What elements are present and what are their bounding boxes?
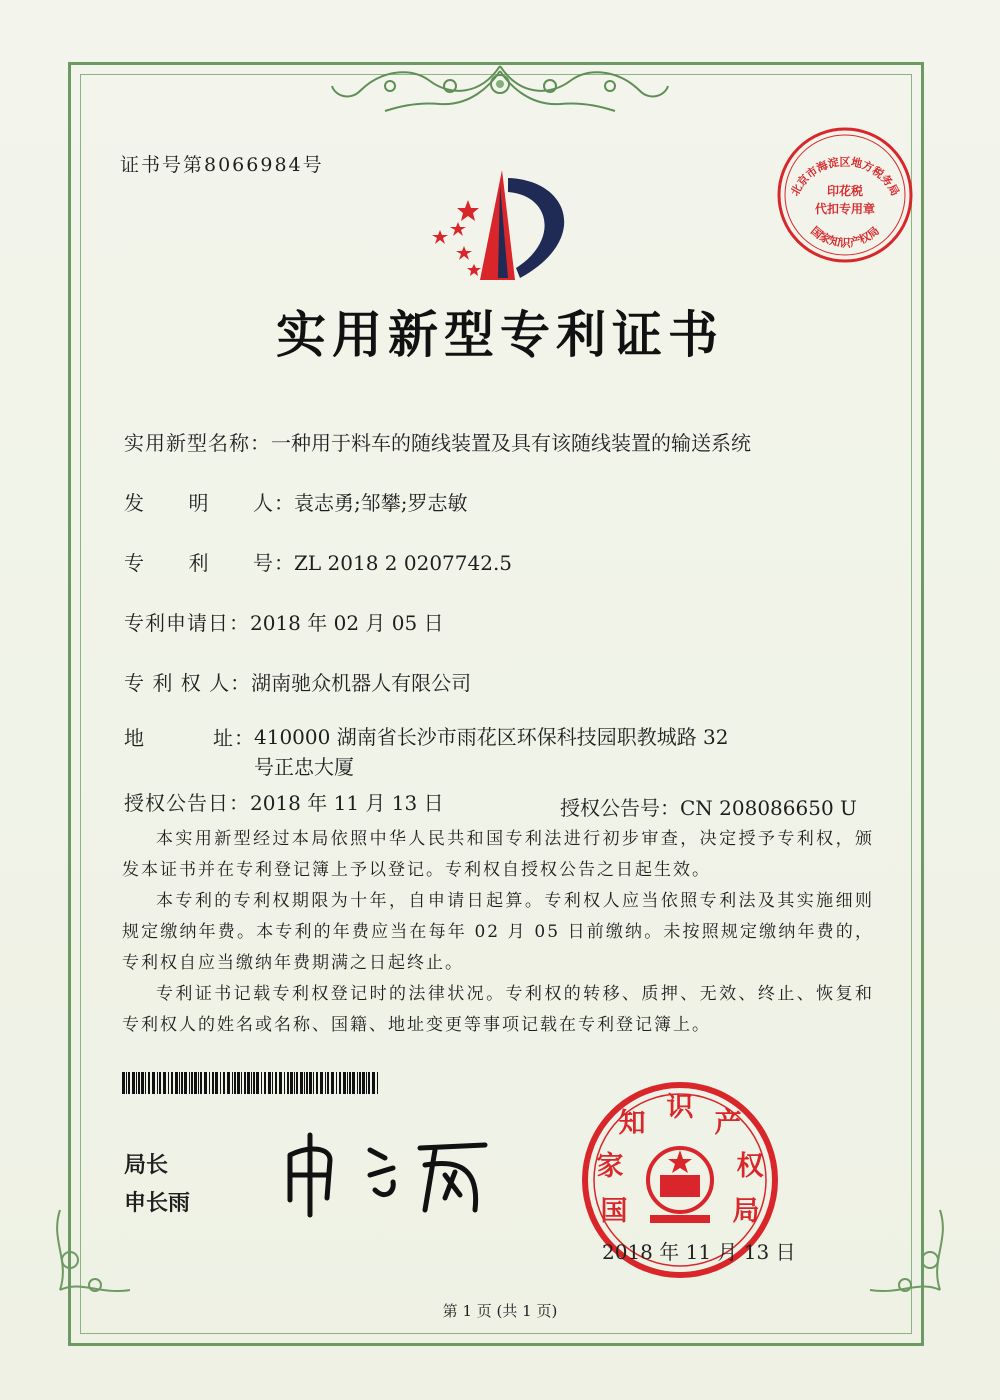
patentee-label: 专 利 权 人： <box>124 671 252 695</box>
grant-number-value: CN 208086650 U <box>680 796 857 820</box>
director-name: 申长雨 <box>124 1191 191 1216</box>
svg-text:识: 识 <box>666 1092 694 1123</box>
utility-name-row <box>124 427 751 456</box>
seal-date: 2018 年 11 月 13 日 <box>602 1240 796 1264</box>
svg-text:北京市海淀区地方税务局: 北京市海淀区地方税务局 <box>788 155 902 199</box>
svg-text:代扣专用章: 代扣专用章 <box>814 202 876 216</box>
svg-text:国: 国 <box>600 1196 628 1227</box>
top-ornament-icon <box>330 56 670 116</box>
svg-text:印花税: 印花税 <box>826 184 864 198</box>
tax-stamp-seal <box>775 125 915 265</box>
svg-text:知: 知 <box>618 1108 646 1139</box>
svg-text:产: 产 <box>714 1108 742 1139</box>
inventor-row: 发 明 人 ：袁志勇;邹攀;罗志敏 <box>124 487 467 516</box>
address-label: 地 址 <box>124 726 234 750</box>
cnipa-logo-icon <box>420 160 580 290</box>
director-title: 局长 <box>124 1153 169 1178</box>
director-signature <box>275 1120 495 1220</box>
patentee-value: 湖南驰众机器人有限公司 <box>251 671 472 695</box>
certificate-number: 证书号第8066984号 <box>120 154 324 176</box>
certificate-title: 实用新型专利证书 <box>276 305 724 364</box>
page-number: 第 1 页 (共 1 页) <box>442 1302 558 1320</box>
filing-date-row <box>124 607 444 636</box>
svg-text:国家知识产权局: 国家知识产权局 <box>808 224 882 250</box>
inventor-value: 袁志勇;邹攀;罗志敏 <box>294 491 468 515</box>
grant-number-label: 授权公告号： <box>560 796 680 820</box>
patent-number-value: ZL 2018 2 0207742.5 <box>294 551 513 575</box>
corner-ornament-icon <box>850 1200 960 1310</box>
grant-date-row <box>124 787 444 816</box>
address-row: 地 址 ：410000 湖南省长沙市雨花区环保科技园职教城路 32 号正忠大厦 <box>124 722 754 782</box>
patentee-row <box>124 667 471 696</box>
patent-number-label: 专 利 号 <box>124 551 274 575</box>
body-paragraph: 专利证书记载专利权登记时的法律状况。专利权的转移、质押、无效、终止、恢复和专利权人的姓名或名称、国籍、地址变更等事项记载在专利登记簿上。 <box>122 984 874 1035</box>
svg-text:局: 局 <box>732 1196 760 1227</box>
svg-text:权: 权 <box>736 1151 764 1182</box>
patent-number-row: 专 利 号 ：ZL 2018 2 0207742.5 <box>124 547 512 576</box>
inventor-label: 发 明 人 <box>124 491 274 515</box>
svg-text:家: 家 <box>596 1151 624 1182</box>
utility-name-value: 一种用于料车的随线装置及具有该随线装置的输送系统 <box>271 431 751 455</box>
grant-number-row <box>560 792 857 821</box>
body-paragraph: 本专利的专利权期限为十年，自申请日起算。专利权人应当依照专利法及其实施细则规定缴纳年费。本专利的年费应当在每年 02 月 05 日前缴纳。未按照规定缴纳年费的，专利权自应当缴纳年费期满之日起终止。 <box>122 891 874 973</box>
grant-date-label: 授权公告日： <box>124 791 250 815</box>
grant-date-value: 2018 年 11 月 13 日 <box>250 791 444 815</box>
address-value: 410000 湖南省长沙市雨花区环保科技园职教城路 32 号正忠大厦 <box>254 725 729 779</box>
filing-date-label: 专利申请日： <box>124 611 250 635</box>
filing-date-value: 2018 年 02 月 05 日 <box>250 611 444 635</box>
certificate-body <box>122 824 874 1041</box>
body-paragraph: 本实用新型经过本局依照中华人民共和国专利法进行初步审查，决定授予专利权，颁发本证书并在专利登记簿上予以登记。专利权自授权公告之日起生效。 <box>122 829 874 880</box>
utility-name-label: 实用新型名称： <box>124 431 271 455</box>
barcode <box>122 1072 378 1094</box>
